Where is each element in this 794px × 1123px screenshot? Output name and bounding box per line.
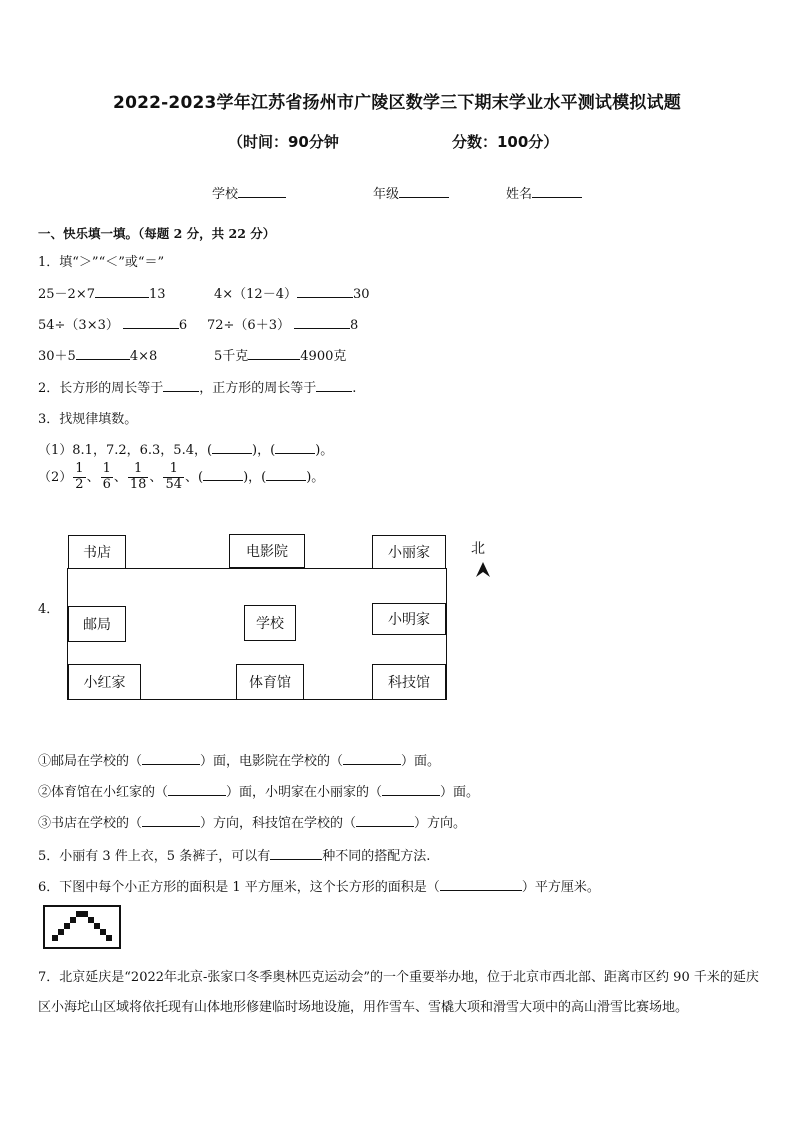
q1-item-3 <box>38 314 187 333</box>
q2-blank-2[interactable] <box>316 379 352 392</box>
q1-blank[interactable] <box>95 285 149 298</box>
q1-item-2 <box>214 283 370 302</box>
q1-expr: 6 <box>178 318 188 333</box>
q1-expr: 72÷（6＋3） <box>207 318 290 333</box>
q1-item-6 <box>214 345 346 364</box>
fraction: $\frac{1}{6}$ <box>102 461 111 492</box>
q6-line: 6．下图中每个小正方形的面积是 1 平方厘米，这个长方形的面积是（ ）平方厘米。 <box>38 880 600 895</box>
grade-field[interactable] <box>373 183 449 202</box>
q1-item-1 <box>38 283 166 302</box>
map-gym: 体育馆 <box>236 664 304 700</box>
q1-expr: 54÷（3×3） <box>38 318 119 333</box>
north-label: 北 <box>471 541 485 557</box>
q3-blank[interactable] <box>266 468 306 481</box>
q4-number: 4． <box>38 602 60 617</box>
map-diagram <box>67 532 447 700</box>
q4-blank[interactable] <box>343 752 401 765</box>
q4-s1: ①邮局在学校的（ ）面，电影院在学校的（ ）面。 <box>38 754 441 769</box>
q6-blank[interactable] <box>440 878 522 891</box>
name-field[interactable] <box>506 183 582 202</box>
name-blank[interactable] <box>532 185 582 198</box>
q1-item-5 <box>38 345 157 364</box>
section-heading: 一、快乐填一填。（每题 2 分，共 22 分） <box>38 226 276 241</box>
q4-blank[interactable] <box>142 814 200 827</box>
map-post-office: 邮局 <box>68 606 126 642</box>
fraction: $\frac{1}{2}$ <box>75 461 84 492</box>
q1-expr: 8 <box>349 318 359 333</box>
fraction: $\frac{1}{18}$ <box>129 461 147 492</box>
score-label: 分数：100分） <box>452 133 559 151</box>
q5-blank[interactable] <box>270 847 322 860</box>
q4-blank[interactable] <box>356 814 414 827</box>
q1-item-4 <box>207 314 358 333</box>
q3-part-2: （2） $\frac{1}{2}$ 、 $\frac{1}{6}$ 、 $\frac{1}{18}$ 、 $\frac{1}{54}$ 、( )，( )。 <box>38 461 325 492</box>
q4-blank[interactable] <box>168 783 226 796</box>
q1-expr: 4900克 <box>300 349 347 364</box>
map-xiaohong-home: 小红家 <box>68 664 141 700</box>
q4-blank[interactable] <box>382 783 440 796</box>
time-label: （时间：90分钟 <box>228 133 339 151</box>
q3-blank[interactable] <box>275 441 315 454</box>
q3-blank[interactable] <box>212 441 252 454</box>
grade-blank[interactable] <box>399 185 449 198</box>
map-cinema: 电影院 <box>229 534 305 568</box>
grid-rectangle-figure <box>43 905 121 949</box>
q5-line: 5．小丽有 3 件上衣，5 条裤子，可以有 种不同的搭配方法. <box>38 849 431 864</box>
school-field[interactable] <box>212 183 286 202</box>
q1-blank[interactable] <box>76 347 130 360</box>
q2-line: 2．长方形的周长等于 ，正方形的周长等于 . <box>38 381 357 396</box>
q2-blank-1[interactable] <box>163 379 199 392</box>
q4-blank[interactable] <box>142 752 200 765</box>
q1-intro: 1．填“＞”“＜”或“＝” <box>38 255 165 270</box>
map-xiaoli-home: 小丽家 <box>372 535 446 569</box>
school-label: 学校 <box>212 187 239 202</box>
school-blank[interactable] <box>238 185 286 198</box>
map-xiaoming-home: 小明家 <box>372 603 446 635</box>
q1-expr: 5千克 <box>214 349 249 364</box>
q1-blank[interactable] <box>297 285 353 298</box>
page-title: 2022-2023学年江苏省扬州市广陵区数学三下期末学业水平测试模拟试题 <box>113 93 681 113</box>
map-bookstore: 书店 <box>68 535 126 569</box>
q3-part-1: （1）8.1，7.2，6.3，5.4，( )，( )。 <box>38 443 334 458</box>
q1-expr: 4×8 <box>129 349 158 364</box>
map-school: 学校 <box>244 605 296 641</box>
q4-s3: ③书店在学校的（ ）方向，科技馆在学校的（ ）方向。 <box>38 816 467 831</box>
q1-expr: 25－2×7 <box>38 287 95 302</box>
north-arrow-icon <box>474 561 492 579</box>
q1-blank[interactable] <box>294 316 350 329</box>
q3-intro: 3．找规律填数。 <box>38 412 138 427</box>
map-museum: 科技馆 <box>372 664 446 700</box>
q1-expr: 4×（12－4） <box>214 287 297 302</box>
q3-blank[interactable] <box>203 468 243 481</box>
q1-expr: 30 <box>352 287 370 302</box>
q1-blank[interactable] <box>248 347 300 360</box>
q1-expr: 30＋5 <box>38 349 76 364</box>
q1-expr: 13 <box>148 287 166 302</box>
q1-blank[interactable] <box>123 316 179 329</box>
fraction: $\frac{1}{54}$ <box>165 461 182 492</box>
name-label: 姓名 <box>506 187 533 202</box>
q4-s2: ②体育馆在小红家的（ ）面，小明家在小丽家的（ ）面。 <box>38 785 480 800</box>
q7-paragraph: 7．北京延庆是“2022年北京-张家口冬季奥林匹克运动会”的一个重要举办地，位于北京市西北部、距离市区约 90 千米的延庆区小海坨山区域将依托现有山体地形修建临时场地设施，用作雪车、雪橇大项和滑雪大项中的高山滑雪比赛场地。 <box>38 970 759 1015</box>
grade-label: 年级 <box>373 187 400 202</box>
